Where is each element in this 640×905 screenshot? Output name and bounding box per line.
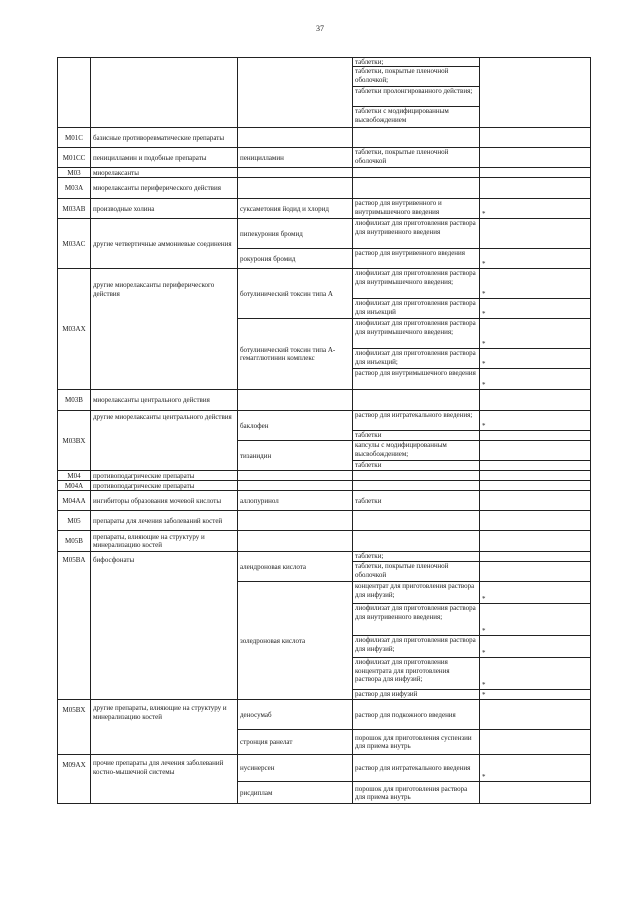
atc-code-cell: M04AA (58, 491, 91, 511)
mark-cell: * (480, 319, 591, 349)
dosage-form-cell: лиофилизат для приготовления раствора для инъекций (353, 299, 480, 319)
atc-code-cell: M03AX (58, 269, 91, 390)
inn-cell (238, 471, 353, 481)
table-row (58, 269, 591, 299)
dosage-form-cell: таблетки с модифицированным высвобождением (353, 107, 480, 128)
group-name-cell: производные холина (91, 199, 238, 219)
dosage-form-cell: раствор для интратекального введения; (353, 411, 480, 431)
dosage-form-cell: лиофилизат для приготовления раствора для внутримышечного введения; (353, 319, 480, 349)
dosage-form-cell: раствор для внутримышечного введения (353, 369, 480, 390)
atc-code-cell: M05 (58, 511, 91, 531)
mark-cell (480, 431, 591, 441)
group-name-cell (91, 58, 238, 128)
dosage-form-cell: капсулы с модифицированным высвобождением; (353, 441, 480, 461)
mark-cell (480, 178, 591, 199)
table-row (58, 219, 591, 249)
dosage-form-cell: таблетки (353, 461, 480, 471)
table-row (58, 128, 591, 148)
inn-cell (238, 390, 353, 411)
group-name-cell: прочие препараты для лечения заболеваний костно-мышечной системы (91, 755, 238, 804)
mark-cell: * (480, 690, 591, 700)
atc-code-cell: M01CC (58, 148, 91, 168)
page-number: 37 (316, 24, 324, 33)
atc-code-cell: M05BX (58, 700, 91, 755)
mark-cell (480, 471, 591, 481)
table-row (58, 491, 591, 511)
dosage-form-cell: порошок для приготовления суспензии для приема внутрь (353, 730, 480, 755)
dosage-form-cell (353, 471, 480, 481)
table-row (58, 390, 591, 411)
table-row (58, 755, 591, 782)
group-name-cell: другие четвертичные аммониевые соединения (91, 219, 238, 269)
inn-cell: нусинерсен (238, 755, 353, 782)
atc-code-cell: M03BX (58, 411, 91, 471)
dosage-form-cell: таблетки пролонгированного действия; (353, 87, 480, 107)
mark-cell: * (480, 299, 591, 319)
dosage-form-cell (353, 178, 480, 199)
inn-cell: пеницилламин (238, 148, 353, 168)
mark-cell (480, 148, 591, 168)
atc-code-cell: M03AB (58, 199, 91, 219)
dosage-form-cell: таблетки, покрытые пленочной оболочкой; (353, 67, 480, 87)
inn-cell: рокурония бромид (238, 249, 353, 269)
atc-code-cell: M03 (58, 168, 91, 178)
mark-cell: * (480, 349, 591, 369)
mark-cell: * (480, 199, 591, 219)
inn-cell (238, 128, 353, 148)
inn-cell: аллопуринол (238, 491, 353, 511)
table-row (58, 411, 591, 431)
mark-cell (480, 58, 591, 128)
table-row (58, 481, 591, 491)
dosage-form-cell (353, 511, 480, 531)
inn-cell: золедроновая кислота (238, 582, 353, 700)
dosage-form-cell: таблетки; (353, 58, 480, 67)
dosage-form-cell: лиофилизат для приготовления раствора для внутривенного введения; (353, 604, 480, 636)
dosage-form-cell: раствор для инфузий (353, 690, 480, 700)
group-name-cell: другие препараты, влияющие на структуру и минерализацию костей (91, 700, 238, 755)
dosage-form-cell: таблетки, покрытые пленочной оболочкой (353, 148, 480, 168)
dosage-form-cell: концентрат для приготовления раствора для инфузий; (353, 582, 480, 604)
dosage-form-cell: раствор для интратекального введения (353, 755, 480, 782)
mark-cell (480, 491, 591, 511)
group-name-cell: противоподагрические препараты (91, 471, 238, 481)
atc-code-cell: M05B (58, 531, 91, 552)
dosage-form-cell (353, 168, 480, 178)
mark-cell: * (480, 755, 591, 782)
inn-cell (238, 178, 353, 199)
atc-code-cell: M05BA (58, 552, 91, 700)
atc-code-cell: M09AX (58, 755, 91, 804)
atc-code-cell: M03A (58, 178, 91, 199)
mark-cell (480, 128, 591, 148)
mark-cell (480, 531, 591, 552)
table-row (58, 58, 591, 67)
mark-cell (480, 552, 591, 562)
inn-cell: тизанидин (238, 441, 353, 471)
dosage-form-cell: лиофилизат для приготовления раствора для внутримышечного введения; (353, 269, 480, 299)
mark-cell (480, 441, 591, 461)
dosage-form-cell (353, 128, 480, 148)
mark-cell (480, 730, 591, 755)
dosage-form-cell: порошок для приготовления раствора для приема внутрь (353, 782, 480, 804)
dosage-form-cell: таблетки; (353, 552, 480, 562)
atc-code-cell: M04 (58, 471, 91, 481)
group-name-cell: другие миорелаксанты центрального действия (91, 411, 238, 471)
inn-cell: стронция ранелат (238, 730, 353, 755)
mark-cell (480, 511, 591, 531)
group-name-cell: миорелаксанты периферического действия (91, 178, 238, 199)
mark-cell: * (480, 249, 591, 269)
inn-cell: ботулинический токсин типа А-гемагглютинин комплекс (238, 319, 353, 390)
dosage-form-cell: раствор для подкожного введения (353, 700, 480, 730)
inn-cell: ботулинический токсин типа А (238, 269, 353, 319)
atc-code-cell: M03B (58, 390, 91, 411)
group-name-cell: базисные противоревматические препараты (91, 128, 238, 148)
dosage-form-cell (353, 531, 480, 552)
mark-cell: * (480, 369, 591, 390)
mark-cell: * (480, 269, 591, 299)
table-row (58, 178, 591, 199)
dosage-form-cell: таблетки, покрытые пленочной оболочкой (353, 562, 480, 582)
mark-cell (480, 562, 591, 582)
mark-cell (480, 481, 591, 491)
group-name-cell: пеницилламин и подобные препараты (91, 148, 238, 168)
atc-code-cell: M01C (58, 128, 91, 148)
table-row (58, 531, 591, 552)
table-row (58, 199, 591, 219)
dosage-form-cell: лиофилизат для приготовления раствора для инфузий; (353, 636, 480, 658)
mark-cell (480, 782, 591, 804)
table-row (58, 168, 591, 178)
inn-cell (238, 58, 353, 128)
atc-code-cell: M03AC (58, 219, 91, 269)
inn-cell (238, 511, 353, 531)
mark-cell (480, 461, 591, 471)
dosage-form-cell: лиофилизат для приготовления раствора для внутривенного введения (353, 219, 480, 249)
inn-cell: баклофен (238, 411, 353, 441)
atc-code-cell: M04A (58, 481, 91, 491)
dosage-form-cell (353, 481, 480, 491)
inn-cell: деносумаб (238, 700, 353, 730)
table-row (58, 148, 591, 168)
group-name-cell: ингибиторы образования мочевой кислоты (91, 491, 238, 511)
inn-cell: суксаметония йодид и хлорид (238, 199, 353, 219)
mark-cell: * (480, 604, 591, 636)
dosage-form-cell: раствор для внутривенного введения (353, 249, 480, 269)
mark-cell: * (480, 636, 591, 658)
mark-cell: * (480, 658, 591, 690)
table-row (58, 471, 591, 481)
dosage-form-cell: лиофилизат для приготовления концентрата для приготовления раствора для инфузий; (353, 658, 480, 690)
inn-cell (238, 481, 353, 491)
group-name-cell: бифосфонаты (91, 552, 238, 700)
table-row (58, 511, 591, 531)
drug-table (57, 57, 591, 804)
mark-cell: * (480, 582, 591, 604)
mark-cell (480, 219, 591, 249)
mark-cell (480, 168, 591, 178)
group-name-cell: противоподагрические препараты (91, 481, 238, 491)
group-name-cell: миорелаксанты центрального действия (91, 390, 238, 411)
atc-code-cell (58, 58, 91, 128)
dosage-form-cell: раствор для внутривенного и внутримышечного введения (353, 199, 480, 219)
dosage-form-cell: таблетки (353, 491, 480, 511)
inn-cell (238, 531, 353, 552)
dosage-form-cell (353, 390, 480, 411)
inn-cell (238, 168, 353, 178)
table-row (58, 700, 591, 730)
group-name-cell: другие миорелаксанты периферического действия (91, 269, 238, 390)
dosage-form-cell: таблетки (353, 431, 480, 441)
group-name-cell: миорелаксанты (91, 168, 238, 178)
group-name-cell: препараты, влияющие на структуру и минерализацию костей (91, 531, 238, 552)
inn-cell: рисдиплам (238, 782, 353, 804)
dosage-form-cell: лиофилизат для приготовления раствора для инъекций; (353, 349, 480, 369)
table-row (58, 552, 591, 562)
mark-cell: * (480, 411, 591, 431)
inn-cell: алендроновая кислота (238, 552, 353, 582)
group-name-cell: препараты для лечения заболеваний костей (91, 511, 238, 531)
mark-cell (480, 700, 591, 730)
mark-cell (480, 390, 591, 411)
inn-cell: пипекурония бромид (238, 219, 353, 249)
